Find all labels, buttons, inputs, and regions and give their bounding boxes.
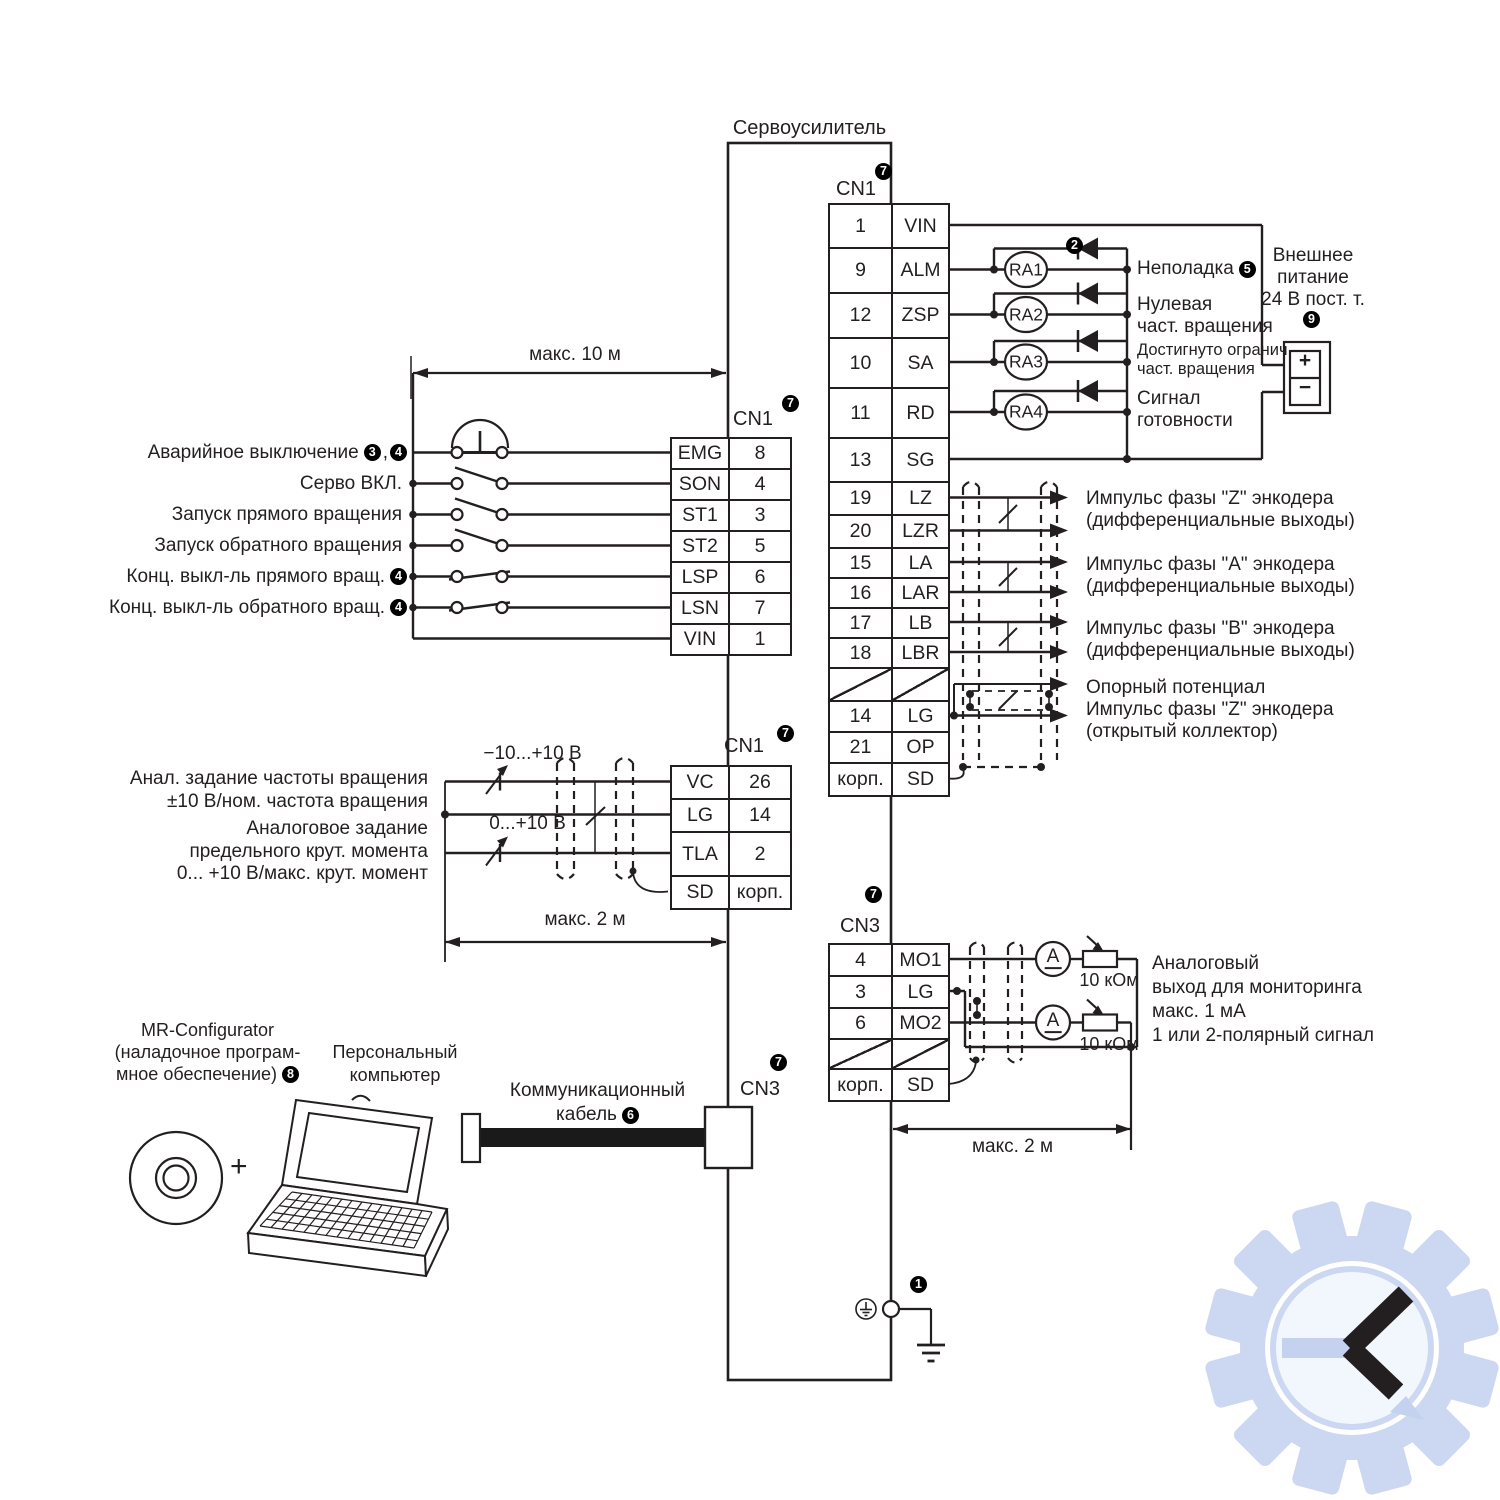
analog-torque-label-1: Аналоговое задание — [246, 818, 428, 839]
switch-label-row — [0, 437, 407, 468]
pin-cell: 6 — [829, 1008, 892, 1039]
pin-cell: 26 — [729, 766, 791, 799]
note-badge: 3 — [364, 444, 381, 461]
pin-cell — [829, 1039, 892, 1069]
note-badge-7: 7 — [865, 886, 882, 903]
note-badge-2: 2 — [1066, 237, 1083, 254]
switch-label-row — [0, 468, 407, 499]
encoder-oc-line1: Опорный потенциал — [1086, 677, 1266, 698]
pin-cell — [829, 668, 892, 701]
resistor-10k-label: 10 кОм — [1079, 1034, 1139, 1054]
ammeter-a-label: A — [1046, 1009, 1060, 1031]
analog-input-wiring — [441, 758, 670, 962]
pin-cell: 6 — [729, 562, 791, 593]
pin-cell: 14 — [729, 799, 791, 832]
encoder-a-line2: (дифференциальные выходы) — [1086, 576, 1355, 597]
note-badge-6: 6 — [622, 1107, 639, 1124]
dimension-2m-bottom-label: макс. 2 м — [971, 1136, 1054, 1157]
signal-cell: SD — [671, 876, 729, 909]
badge-separator: , — [382, 441, 388, 463]
signal-cell: ALM — [892, 248, 949, 293]
pin-cell: 1 — [729, 624, 791, 655]
switch-label: Аварийное выключение — [147, 441, 359, 463]
pin-cell: 5 — [729, 531, 791, 562]
cn1-label-top: CN1 — [836, 178, 877, 200]
encoder-oc-line3: (открытый коллектор) — [1086, 721, 1278, 742]
software-line2: (наладочное програм- — [114, 1042, 301, 1062]
note-badge: 4 — [390, 444, 407, 461]
pin-cell: 18 — [829, 638, 892, 668]
signal-cell: LSN — [671, 593, 729, 624]
note-badge-1: 1 — [910, 1276, 927, 1293]
encoder-b-diff-label — [1086, 618, 1355, 662]
battery-plus: + — [1298, 349, 1312, 372]
output-ready-label — [1137, 388, 1233, 432]
signal-cell — [892, 668, 949, 701]
output-speed-reached-label — [1137, 341, 1292, 379]
pin-cell: 16 — [829, 578, 892, 608]
analog-speed-label-1: Анал. задание частоты вращения — [129, 768, 428, 789]
encoder-b-line1: Импульс фазы "B" энкодера — [1086, 618, 1335, 639]
pin-cell: 2 — [729, 832, 791, 876]
battery-minus: − — [1298, 376, 1312, 399]
input-switch-wiring — [413, 373, 670, 639]
switch-label-row — [0, 561, 407, 592]
pin-cell: 4 — [829, 944, 892, 976]
encoder-z-diff-label — [1086, 488, 1355, 532]
pin-cell: 10 — [829, 338, 892, 388]
switch-badges — [364, 442, 407, 464]
cn3-pin-table — [828, 943, 950, 1102]
external-power-line1: Внешнее — [1272, 245, 1354, 266]
pin-cell: 19 — [829, 482, 892, 515]
cable-line2-wrap — [500, 1103, 695, 1127]
relay-ra1-label: RA1 — [1008, 259, 1044, 279]
analog-torque-label-2: предельного крут. момента — [189, 841, 428, 862]
switch-label: Конц. выкл-ль прямого вращ. — [126, 565, 385, 587]
signal-cell: MO2 — [892, 1008, 949, 1039]
signal-cell: LG — [892, 701, 949, 732]
pin-cell: 21 — [829, 732, 892, 763]
output-zero-speed-line1: Нулевая — [1137, 294, 1213, 315]
signal-cell: LG — [671, 799, 729, 832]
dimension-10m-label: макс. 10 м — [529, 344, 621, 365]
pe-symbol-icon — [856, 1299, 876, 1319]
output-ready-line1: Сигнал — [1137, 388, 1201, 409]
pin-cell: корп. — [829, 763, 892, 796]
analog-speed-label-2: ±10 В/ном. частота вращения — [166, 791, 428, 812]
switch-badges — [390, 599, 407, 616]
cable-line2: кабель — [556, 1104, 617, 1125]
mr-configurator-label — [95, 1019, 320, 1085]
note-badge-7: 7 — [777, 725, 794, 742]
switch-label: Конц. выкл-ль обратного вращ. — [109, 596, 385, 618]
voltage-range-1: −10...+10 В — [483, 743, 582, 764]
cable-line1: Коммуникационный — [509, 1080, 686, 1101]
dimension-2m-mid — [445, 937, 726, 947]
output-speed-reached-line2: част. вращения — [1137, 360, 1255, 378]
encoder-arrowheads — [950, 491, 1068, 723]
computer-line2: компьютер — [349, 1065, 441, 1085]
switch-label-column — [0, 437, 407, 654]
pin-cell: 17 — [829, 608, 892, 638]
pin-cell: 11 — [829, 388, 892, 438]
cn1-label-left: CN1 — [733, 408, 774, 430]
servo-amplifier-title: Сервоусилитель — [732, 117, 887, 139]
pin-cell: 12 — [829, 293, 892, 338]
signal-cell: VC — [671, 766, 729, 799]
switch-label-row — [0, 530, 407, 561]
note-badge-7: 7 — [770, 1054, 787, 1071]
signal-cell: ZSP — [892, 293, 949, 338]
pin-cell: 1 — [829, 204, 892, 248]
output-fault-label — [1137, 258, 1256, 280]
signal-cell: LA — [892, 548, 949, 578]
pin-cell: 3 — [729, 500, 791, 531]
cn1-right-pin-table — [828, 203, 950, 797]
pin-cell: 4 — [729, 469, 791, 500]
dimension-2m-mid-label: макс. 2 м — [544, 909, 626, 930]
switch-label-row — [0, 623, 407, 654]
ammeter-a-label: A — [1046, 946, 1060, 968]
pin-cell: корп. — [829, 1069, 892, 1101]
software-line3: мное обеспечение) — [115, 1064, 277, 1084]
signal-cell: LZR — [892, 515, 949, 548]
computer-line1: Персональный — [332, 1042, 458, 1062]
cn3-sd-hook — [948, 1062, 976, 1084]
signal-cell: SD — [892, 763, 949, 796]
switch-badges — [390, 568, 407, 585]
watermark-gear-icon — [1204, 1200, 1500, 1496]
analog-torque-label-3: 0... +10 В/макс. крут. момент — [176, 863, 428, 884]
pin-cell: 20 — [829, 515, 892, 548]
signal-cell: VIN — [671, 624, 729, 655]
note-badge-7: 7 — [875, 163, 892, 180]
resistor-10k-label: 10 кОм — [1079, 970, 1139, 990]
signal-cell: RD — [892, 388, 949, 438]
communication-cable — [479, 1128, 705, 1147]
external-power-line3: 24 В пост. т. — [1261, 289, 1365, 310]
signal-cell: SON — [671, 469, 729, 500]
signal-cell: SD — [892, 1069, 949, 1101]
encoder-shield-dashes — [963, 482, 1057, 767]
signal-cell — [892, 1039, 949, 1069]
encoder-a-line1: Импульс фазы "A" энкодера — [1086, 554, 1335, 575]
note-badge-5: 5 — [1239, 261, 1256, 278]
cn3-label: CN3 — [840, 915, 881, 937]
pin-cell: 7 — [729, 593, 791, 624]
signal-cell: LAR — [892, 578, 949, 608]
cn1-label-analog: CN1 — [724, 735, 765, 757]
signal-cell: MO1 — [892, 944, 949, 976]
plus-sign: + — [230, 1150, 248, 1183]
note-badge-8: 8 — [282, 1066, 299, 1083]
note-badge: 4 — [390, 568, 407, 585]
signal-cell: TLA — [671, 832, 729, 876]
signal-cell: EMG — [671, 438, 729, 469]
laptop-icon — [248, 1096, 448, 1276]
cn1-analog-pin-table — [670, 765, 792, 910]
diode-icons — [1078, 238, 1098, 403]
switch-label: Запуск обратного вращения — [154, 534, 402, 556]
cn3-connector-plug — [705, 1107, 752, 1168]
signal-cell: ST2 — [671, 531, 729, 562]
pin-cell: корп. — [729, 876, 791, 909]
signal-cell: OP — [892, 732, 949, 763]
encoder-z-line2: (дифференциальные выходы) — [1086, 510, 1355, 531]
cn3-cable-label: CN3 — [740, 1078, 781, 1100]
monitor-line3: макс. 1 мА — [1152, 1001, 1246, 1022]
pin-cell: 15 — [829, 548, 892, 578]
pin-cell: 3 — [829, 976, 892, 1008]
note-badge-7: 7 — [782, 395, 799, 412]
signal-cell: ST1 — [671, 500, 729, 531]
cd-icon — [130, 1132, 222, 1224]
encoder-b-line2: (дифференциальные выходы) — [1086, 640, 1355, 661]
relay-ra4-label: RA4 — [1008, 401, 1044, 422]
signal-cell: LG — [892, 976, 949, 1008]
note-badge: 4 — [390, 599, 407, 616]
encoder-oc-line2: Импульс фазы "Z" энкодера — [1086, 699, 1334, 720]
external-power-label — [1248, 245, 1378, 311]
analog-monitor-label — [1152, 952, 1374, 1048]
signal-cell: LBR — [892, 638, 949, 668]
switch-label-row — [0, 499, 407, 530]
pin-cell: 13 — [829, 438, 892, 482]
ground-wiring — [899, 1309, 945, 1361]
software-line3-wrap — [95, 1063, 320, 1085]
pin-cell: 14 — [829, 701, 892, 732]
cn1-left-pin-table — [670, 437, 792, 656]
signal-cell: LZ — [892, 482, 949, 515]
encoder-z-oc-label — [1086, 677, 1334, 743]
signal-cell: LB — [892, 608, 949, 638]
ground-terminal — [883, 1301, 899, 1317]
output-fault-text: Неполадка — [1137, 258, 1234, 279]
signal-cell: SA — [892, 338, 949, 388]
switch-label: Серво ВКЛ. — [299, 472, 402, 494]
relay-ra2-label: RA2 — [1008, 304, 1044, 324]
signal-cell: VIN — [892, 204, 949, 248]
signal-cell: SG — [892, 438, 949, 482]
monitor-line1: Аналоговый — [1152, 953, 1260, 974]
output-zero-speed-line2: част. вращения — [1137, 316, 1273, 337]
monitor-line2: выход для мониторинга — [1152, 977, 1362, 998]
voltage-range-2: 0...+10 В — [489, 813, 566, 834]
signal-cell: LSP — [671, 562, 729, 593]
pin-cell: 8 — [729, 438, 791, 469]
encoder-z-line1: Импульс фазы "Z" энкодера — [1086, 488, 1334, 509]
note-badge-9: 9 — [1303, 311, 1320, 328]
output-ready-line2: готовности — [1137, 410, 1233, 431]
personal-computer-label — [320, 1041, 470, 1087]
software-line1: MR-Configurator — [140, 1020, 275, 1040]
output-speed-reached-line1: Достигнуто огранич. — [1137, 341, 1293, 359]
switch-label-row — [0, 592, 407, 623]
cable-end-connector — [462, 1114, 480, 1162]
pin-cell: 9 — [829, 248, 892, 293]
relay-ra3-label: RA3 — [1008, 351, 1044, 372]
external-power-line2: питание — [1277, 267, 1349, 288]
monitor-line4: 1 или 2-полярный сигнал — [1152, 1025, 1374, 1046]
communication-cable-label — [500, 1079, 695, 1127]
dimension-2m-bottom — [893, 1124, 1131, 1134]
encoder-a-diff-label — [1086, 554, 1355, 598]
switch-label: Запуск прямого вращения — [171, 503, 402, 525]
